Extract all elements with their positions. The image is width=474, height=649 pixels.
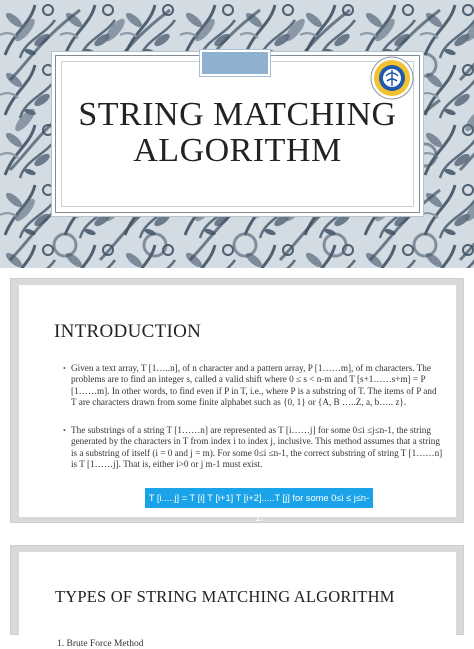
slide-panel	[19, 552, 456, 649]
bullet-dot-icon: •	[63, 364, 66, 373]
bullet-paragraph	[63, 425, 443, 471]
introduction-heading: INTRODUCTION	[54, 321, 202, 342]
slide-frame	[10, 278, 464, 523]
title-slide	[0, 0, 474, 268]
types-heading: TYPES OF STRING MATCHING ALGORITHM	[55, 587, 395, 606]
bullet-text: The substrings of a string T [1……n] are represented as T [i……j] for some 0≤i ≤j≤n-1, the string generated by the characters in T from index i to index j, inclusive. This method assumes that a string is a substring of itself (i = 0 and j = m). For some 0≤i ≤n-1, the correct substring of string T [1……n] is T [1……j]. That is, either i>0 or j m-1 must exist.	[71, 425, 443, 470]
introduction-slide	[0, 268, 474, 538]
title-accent-tab	[200, 50, 270, 76]
bullet-paragraph	[63, 363, 443, 409]
slide-panel	[19, 285, 456, 523]
types-slide	[0, 538, 474, 649]
slide-title: STRING MATCHING ALGORITHM	[78, 96, 397, 169]
bullet-dot-icon: •	[63, 426, 66, 435]
list-item: 1. Brute Force Method	[57, 639, 144, 649]
slide-frame	[10, 545, 464, 649]
bullet-text: Given a text array, T [1…..n], of n character and a pattern array, P [1……m], of m characters. The problems are to find an integer s, called a valid shift where 0 ≤ s < n-m and T [s+1……s+m] = P [1……m]. In other words, to find even if P in T, i.e., where P is a substring of T. The items of P and T are characters drawn from some finite alphabet such as {0, 1} or {A, B …..Z, a, b….. z}.	[71, 363, 437, 408]
university-seal-icon	[370, 56, 414, 100]
formula-box: T [i.....j] = T [i] T [i+1] T [i+2].....T [j] for some 0≤i ≤ j≤n-1.	[145, 488, 373, 508]
